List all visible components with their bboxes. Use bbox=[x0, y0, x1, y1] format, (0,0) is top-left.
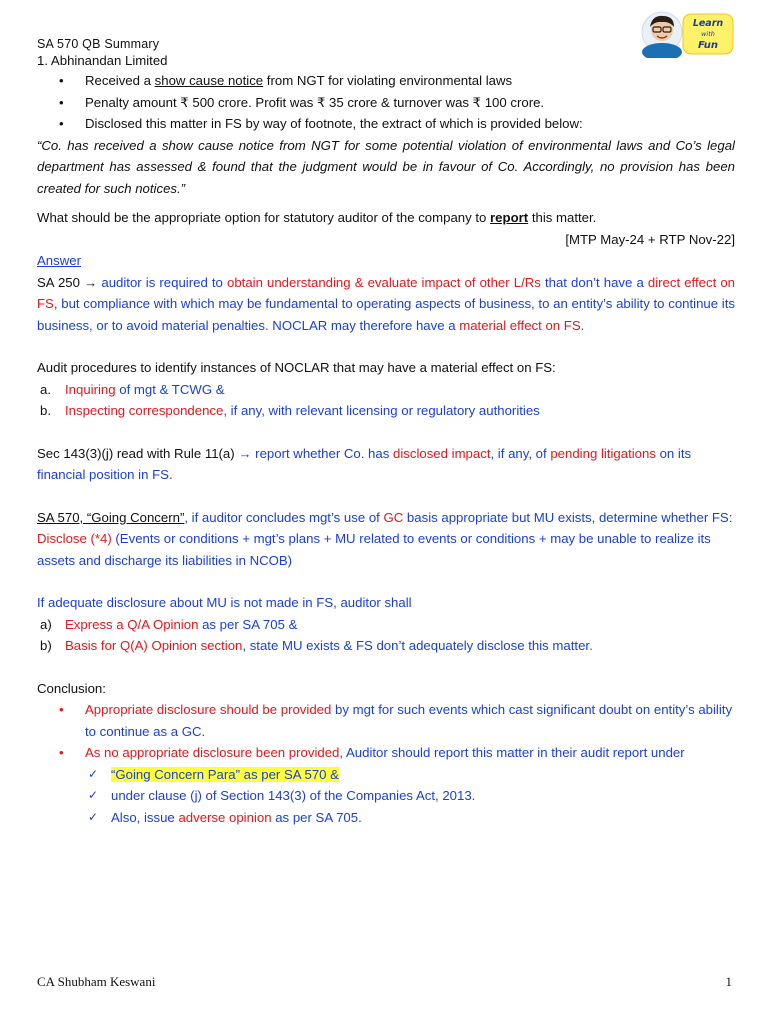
doc-title: SA 570 QB Summary bbox=[37, 37, 160, 51]
check-item: ✓ under clause (j) of Section 143(3) of the Companies Act, 2013. bbox=[111, 785, 735, 807]
procedures-list bbox=[37, 379, 735, 422]
show-cause-notice-text: show cause notice bbox=[154, 73, 264, 88]
fact-item: • Disclosed this matter in FS by way of footnote, the extract of which is provided below: bbox=[85, 113, 735, 135]
footer-author: CA Shubham Keswani bbox=[37, 974, 156, 989]
procedure-item: b. Inspecting correspondence, if any, with relevant licensing or regulatory authorities bbox=[40, 403, 540, 418]
answer-label: Answer bbox=[37, 253, 81, 268]
question-source: [MTP May-24 + RTP Nov-22] bbox=[565, 231, 735, 247]
procedure-item: a. Inquiring of mgt & TCWG & bbox=[40, 381, 225, 397]
footnote-quote: “Co. has received a show cause notice from NGT for some potential violation of environmental laws and Co’s legal department has assessed & found that the judgment would be in favour of Co. Accordingly, no provision has been created for such notices.” bbox=[37, 137, 735, 196]
fact-item: • Received a show cause notice from NGT for violating environmental laws bbox=[85, 70, 735, 92]
page-footer bbox=[37, 974, 735, 990]
question-ask: What should be the appropriate option for statutory auditor of the company to report this matter. bbox=[37, 210, 597, 225]
report-checklist bbox=[37, 764, 735, 829]
inadequate-list bbox=[37, 614, 735, 657]
disclose-paragraph: Disclose (*4) (Events or conditions + mgt’s plans + MU related to events or conditions + may be unable to realize its assets and discharge its liabilities in NCOB) bbox=[37, 531, 711, 568]
conclusion-list bbox=[37, 699, 735, 764]
page-number: 1 bbox=[725, 974, 732, 989]
sec143-paragraph: Sec 143(3)(j) read with Rule 11(a) → report whether Co. has disclosed impact, if any, of pending litigations on its financial position in FS. bbox=[37, 445, 692, 482]
checkmark-icon: ✓ bbox=[88, 766, 99, 781]
logo-text-learn: Learn bbox=[692, 18, 724, 29]
logo-text-fun: Fun bbox=[697, 40, 719, 51]
conclusion-item: • As no appropriate disclosure been provided, Auditor should report this matter in their audit report under bbox=[85, 742, 735, 764]
check-item: ✓ “Going Concern Para” as per SA 570 & bbox=[111, 764, 735, 786]
inadequate-item: b) Basis for Q(A) Opinion section, state MU exists & FS don’t adequately disclose this matter. bbox=[40, 638, 593, 653]
inadequate-intro: If adequate disclosure about MU is not made in FS, auditor shall bbox=[37, 595, 412, 610]
conclusion-item: • Appropriate disclosure should be provided by mgt for such events which cast significant doubt on entity’s ability to continue as a GC. bbox=[85, 699, 735, 742]
question-title: 1. Abhinandan Limited bbox=[37, 53, 168, 68]
going-concern-paragraph: SA 570, “Going Concern”, if auditor concludes mgt’s use of GC basis appropriate but MU exists, determine whether FS: bbox=[37, 509, 733, 525]
check-item: ✓ Also, issue adverse opinion as per SA 705. bbox=[111, 807, 735, 829]
inadequate-item: a) Express a Q/A Opinion as per SA 705 & bbox=[40, 616, 298, 632]
checkmark-icon: ✓ bbox=[88, 809, 99, 824]
document-page bbox=[37, 36, 735, 828]
conclusion-label: Conclusion: bbox=[37, 680, 106, 696]
logo-text-with: with bbox=[701, 30, 715, 38]
checkmark-icon: ✓ bbox=[88, 788, 99, 802]
sa570-title: SA 570, “Going Concern” bbox=[37, 509, 185, 525]
fact-item: • Penalty amount ₹ 500 crore. Profit was ₹ 35 crore & turnover was ₹ 100 crore. bbox=[85, 92, 735, 114]
sa250-paragraph: SA 250 → auditor is required to obtain understanding & evaluate impact of other L/Rs that don’t have a direct effect on FS, but compliance with which may be fundamental to operating aspects of business, to an entity’s ability to continue its business, or to avoid material penalties. NOCLAR may therefore have a material effect on FS. bbox=[37, 274, 736, 333]
procedures-intro: Audit procedures to identify instances of NOCLAR that may have a material effect on FS: bbox=[37, 360, 556, 375]
question-facts-list bbox=[37, 70, 735, 135]
report-emphasis: report bbox=[490, 210, 529, 225]
